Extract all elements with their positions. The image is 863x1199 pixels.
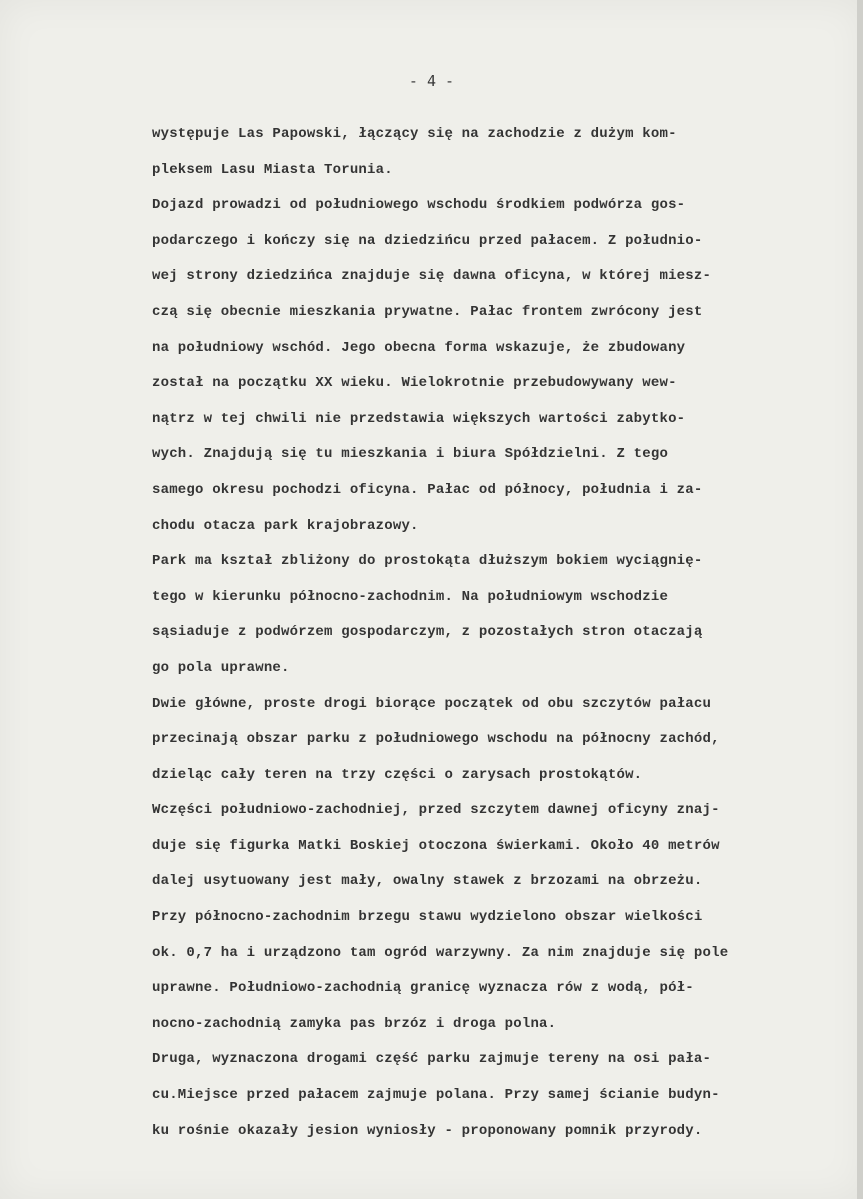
text-line: tego w kierunku północno-zachodnim. Na południowym wschodzie <box>152 588 669 605</box>
text-line: nocno-zachodnią zamyka pas brzóz i droga polna. <box>152 1015 557 1032</box>
text-line: uprawne. Południowo-zachodnią granicę wyznacza rów z wodą, pół- <box>152 980 694 997</box>
document-body <box>152 117 861 1149</box>
text-line: ku rośnie okazały jesion wyniosły - proponowany pomnik przyrody. <box>152 1122 703 1139</box>
text-line: pleksem Lasu Miasta Torunia. <box>152 161 393 178</box>
text-line: dalej usytuowany jest mały, owalny stawek z brzozami na obrzeżu. <box>152 873 703 890</box>
text-line: Przy północno-zachodnim brzegu stawu wydzielono obszar wielkości <box>152 909 703 926</box>
text-line: Druga, wyznaczona drogami część parku zajmuje tereny na osi pała- <box>152 1051 712 1068</box>
text-line: duje się figurka Matki Boskiej otoczona świerkami. Około 40 metrów <box>152 837 720 854</box>
text-line: samego okresu pochodzi oficyna. Pałac od północy, południa i za- <box>152 481 703 498</box>
text-line: nątrz w tej chwili nie przedstawia większych wartości zabytko- <box>152 410 686 427</box>
text-line: ok. 0,7 ha i urządzono tam ogród warzywny. Za nim znajduje się pole <box>152 944 729 961</box>
text-line: go pola uprawne. <box>152 659 290 676</box>
text-line: dzieląc cały teren na trzy części o zarysach prostokątów. <box>152 766 643 783</box>
text-line: Wczęści południowo-zachodniej, przed szczytem dawnej oficyny znaj- <box>152 802 720 819</box>
text-line: sąsiaduje z podwórzem gospodarczym, z pozostałych stron otaczają <box>152 624 703 641</box>
text-line: cu.Miejsce przed pałacem zajmuje polana. Przy samej ścianie budyn- <box>152 1087 720 1104</box>
text-line: przecinają obszar parku z południowego wschodu na północny zachód, <box>152 731 720 748</box>
text-line: został na początku XX wieku. Wielokrotnie przebudowywany wew- <box>152 375 677 392</box>
text-line: chodu otacza park krajobrazowy. <box>152 517 419 534</box>
text-line: Park ma kształ zbliżony do prostokąta dłuższym bokiem wyciągnię- <box>152 553 703 570</box>
text-line: wych. Znajdują się tu mieszkania i biura Spółdzielni. Z tego <box>152 446 669 463</box>
text-line: Dojazd prowadzi od południowego wschodu środkiem podwórza gos- <box>152 197 686 214</box>
text-line: wej strony dziedzińca znajduje się dawna oficyna, w której miesz- <box>152 268 712 285</box>
text-line: występuje Las Papowski, łączący się na zachodzie z dużym kom- <box>152 126 677 142</box>
text-line: podarczego i kończy się na dziedzińcu przed pałacem. Z południo- <box>152 232 703 249</box>
text-line: na południowy wschód. Jego obecna forma wskazuje, że zbudowany <box>152 339 686 356</box>
text-line: Dwie główne, proste drogi biorące początek od obu szczytów pałacu <box>152 695 712 712</box>
text-line: czą się obecnie mieszkania prywatne. Pałac frontem zwrócony jest <box>152 303 703 320</box>
page-number: - 4 - <box>408 72 455 90</box>
